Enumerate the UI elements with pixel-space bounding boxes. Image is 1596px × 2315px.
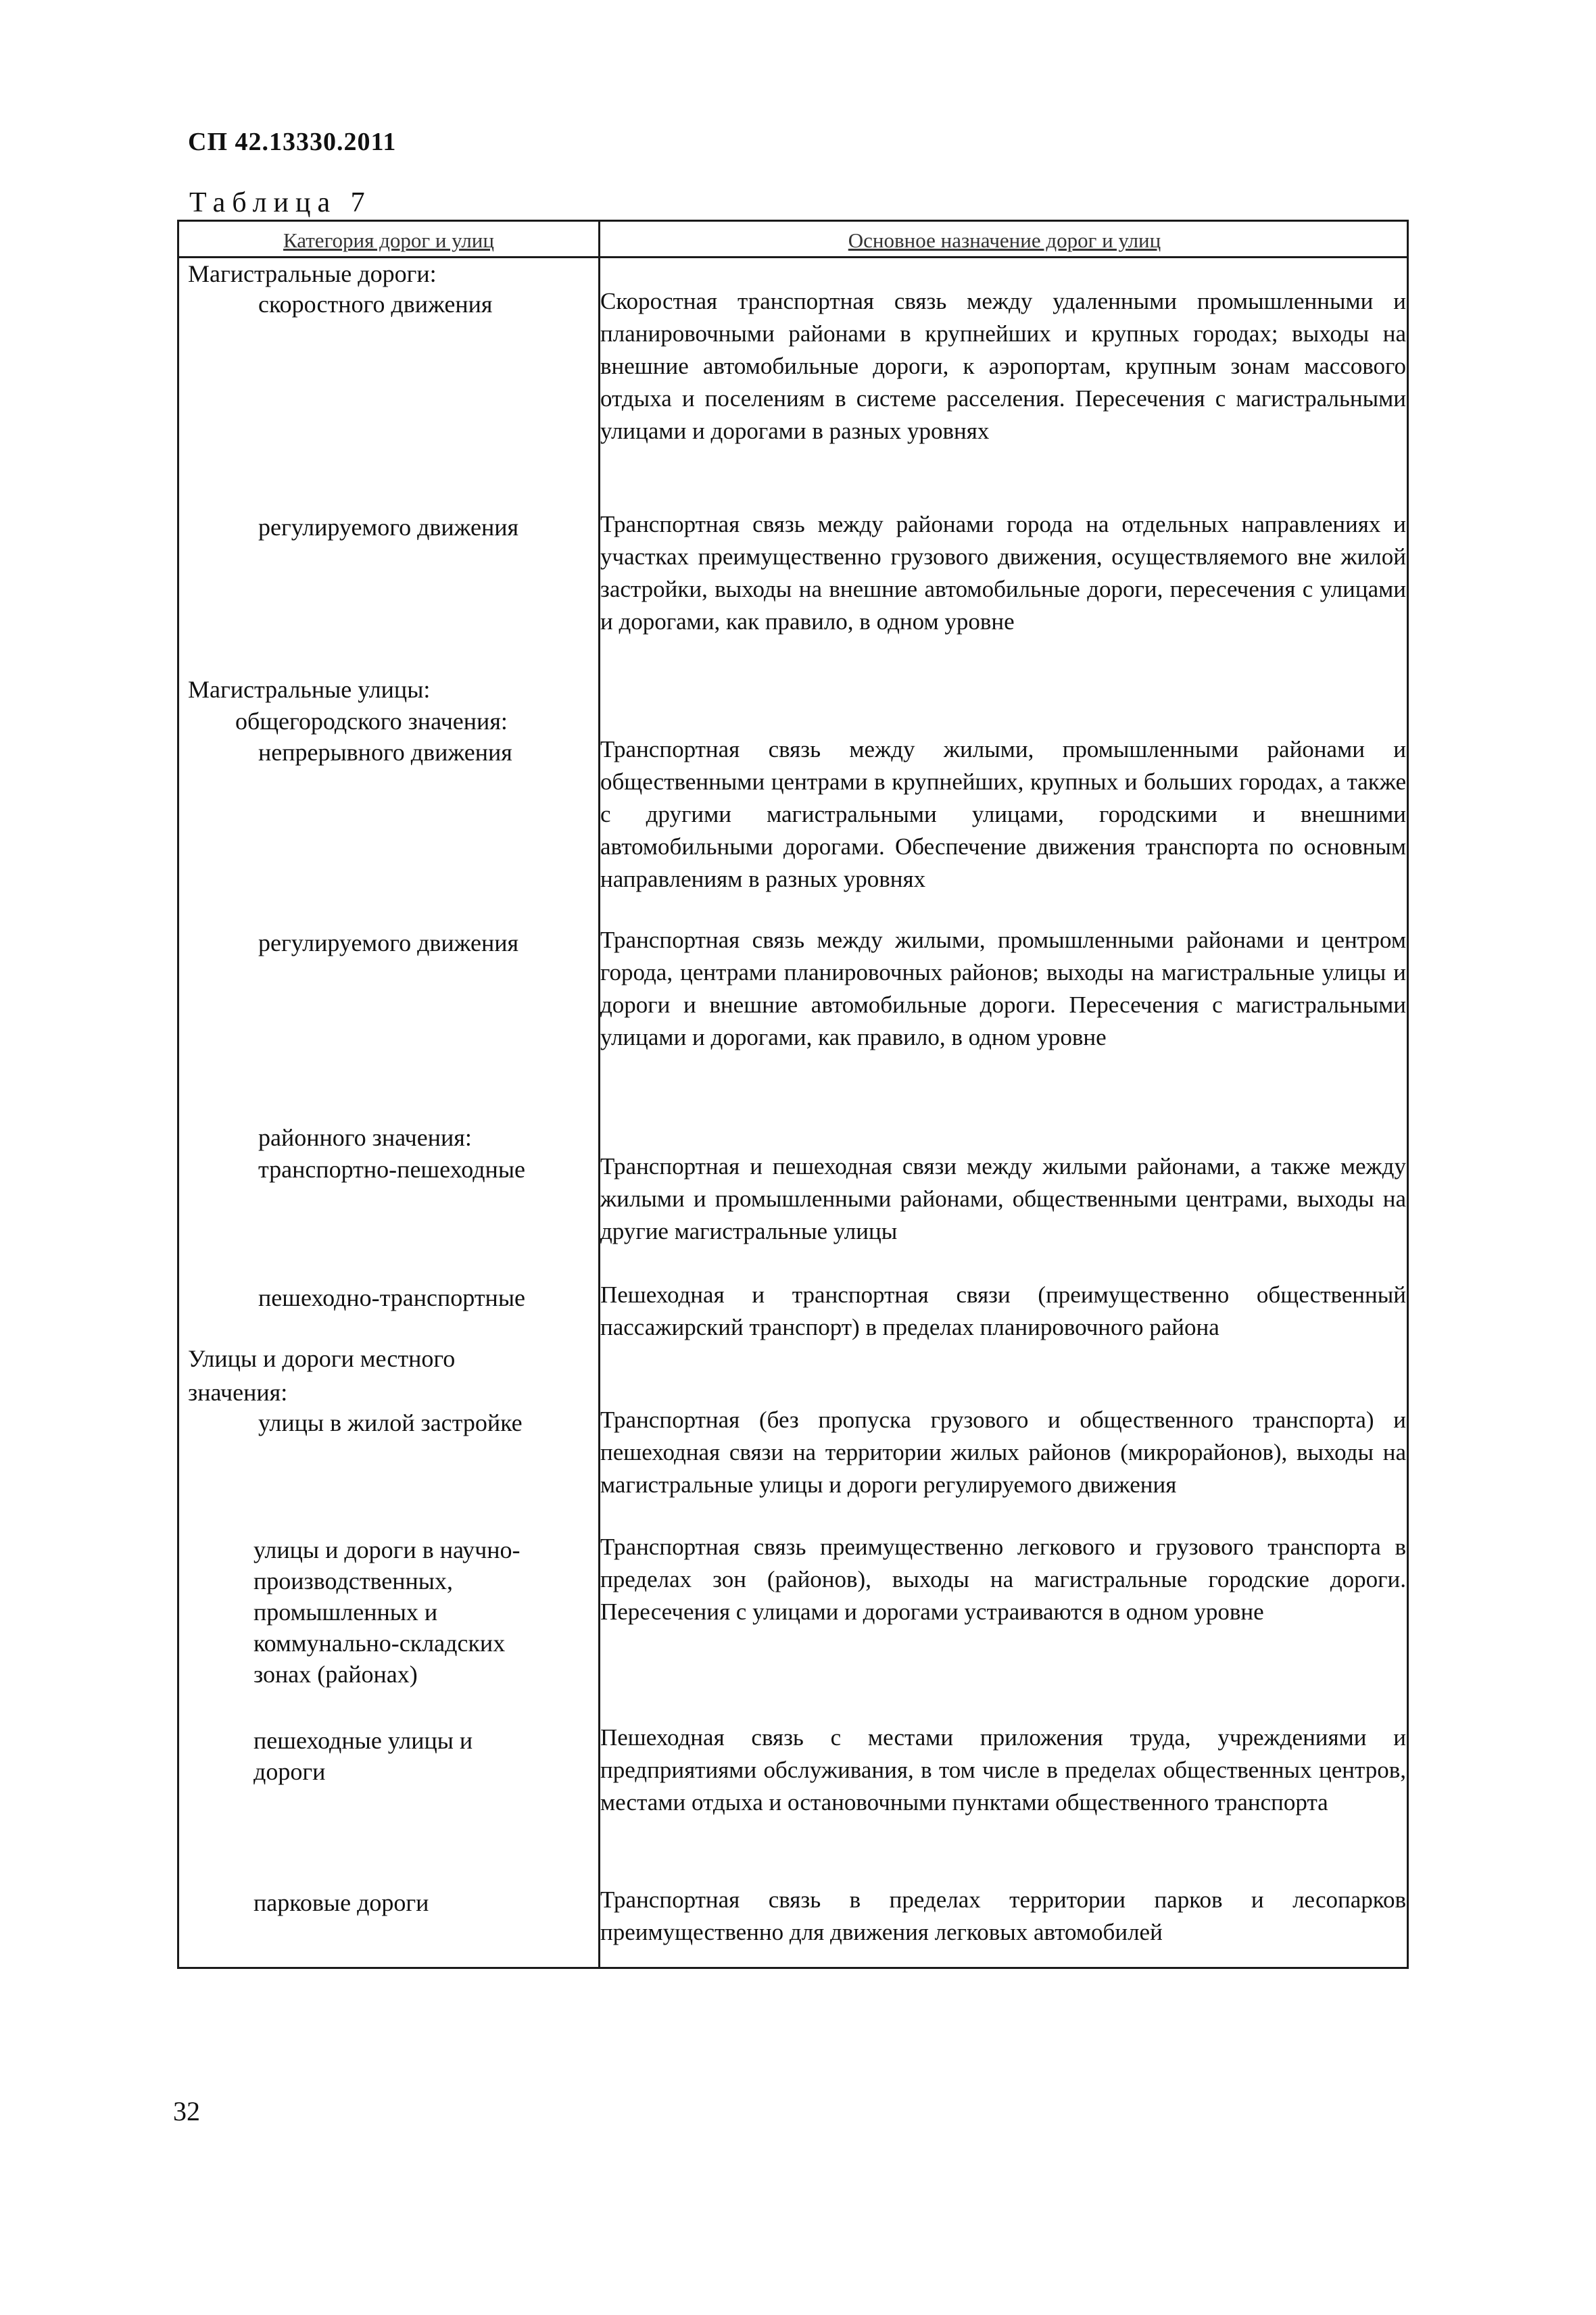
row-category-line: промышленных и [253, 1599, 438, 1626]
group-label: Магистральные дороги: [188, 260, 437, 287]
column-header-purpose: Основное назначение дорог и улиц [848, 228, 1161, 252]
row-category: пешеходно-транспортные [258, 1284, 525, 1311]
subgroup-label: районного значения: [258, 1124, 472, 1151]
document-code: СП 42.13330.2011 [188, 128, 397, 156]
row-category-line: коммунально-складских [253, 1630, 506, 1657]
row-category-line: производственных, [253, 1567, 453, 1594]
row-category: регулируемого движения [258, 514, 519, 541]
row-category: непрерывного движения [258, 739, 512, 766]
group-label: Магистральные улицы: [188, 676, 431, 703]
row-description: Скоростная транспортная связь между удаленными промышленными и планировочными районами в крупнейших и крупных городах; выходы на внешние автомобильные дороги, к аэропортам, крупным зонам массового отдыха и поселениям в системе расселения. Пересечения с магистральными улицами и дорогами в разных уровнях [600, 288, 1406, 444]
row-category: регулируемого движения [258, 929, 519, 956]
row-category-line: улицы и дороги в научно- [253, 1536, 521, 1563]
row-description: Транспортная связь преимущественно легкового и грузового транспорта в пределах зон (районов), выходы на магистральные городские дороги. Пересечения с улицами и дорогами устраиваются в одном уровне [600, 1534, 1406, 1625]
row-category: улицы в жилой застройке [258, 1409, 523, 1436]
row-category-line: пешеходные улицы и [253, 1727, 473, 1754]
column-header-category: Категория дорог и улиц [283, 228, 494, 252]
row-description: Транспортная связь между жилыми, промышленными районами и центром города, центрами планировочных районов; выходы на магистральные улицы и дороги и внешние автомобильные дороги. Пересечения с магистральными улицами и дорогами, как правило, в одном уровне [600, 927, 1406, 1050]
row-category: скоростного движения [258, 291, 493, 318]
subgroup-label: общегородского значения: [235, 708, 508, 735]
group-label: Улицы и дороги местного значения: [188, 1345, 456, 1406]
column-divider [598, 222, 600, 1967]
row-description: Пешеходная связь с местами приложения труда, учреждениями и предприятиями обслуживания, в том числе в пределах общественных центров, местами отдыха и остановочными пунктами общественного транспорта [600, 1724, 1406, 1816]
row-category: парковые дороги [253, 1889, 429, 1916]
row-description: Транспортная связь в пределах территории парков и лесопарков преимущественно для движения легковых автомобилей [600, 1886, 1406, 1945]
table-caption: Таблица 7 [189, 187, 372, 218]
row-category-line: зонах (районах) [253, 1661, 418, 1688]
row-description: Пешеходная и транспортная связи (преимущественно общественный пассажирский транспорт) в пределах планировочного района [600, 1282, 1406, 1340]
page-number: 32 [173, 2096, 200, 2126]
table-header-row [179, 222, 1407, 258]
row-description: Транспортная и пешеходная связи между жилыми районами, а также между жилыми и промышленными районами, общественными центрами, выходы на другие магистральные улицы [600, 1153, 1406, 1244]
row-category-line: дороги [253, 1758, 326, 1785]
row-description: Транспортная (без пропуска грузового и общественного транспорта) и пешеходная связи на территории жилых районов (микрорайонов), выходы на магистральные улицы и дороги регулируемого движения [600, 1407, 1406, 1498]
row-description: Транспортная связь между районами города на отдельных направлениях и участках преимущественно грузового движения, осуществляемого вне жилой застройки, выходы на внешние автомобильные дороги, пересечения с улицами и дорогами, как правило, в одном уровне [600, 511, 1406, 635]
table-frame [177, 220, 1409, 1969]
row-category: транспортно-пешеходные [258, 1156, 525, 1183]
row-description: Транспортная связь между жилыми, промышленными районами и общественными центрами в крупнейших, крупных и больших городах, а также с другими магистральными улицами, городскими и внешними автомобильными дорогами. Обеспечение движения транспорта по основным направлениям в разных уровнях [600, 736, 1406, 892]
